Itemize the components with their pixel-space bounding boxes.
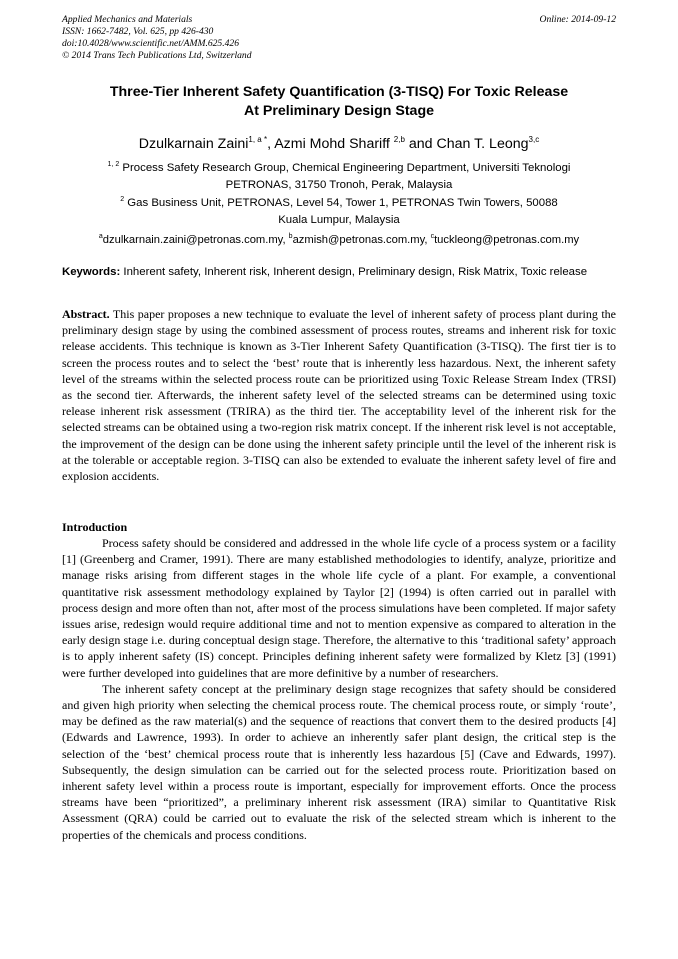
email-c-sup: c: [430, 233, 435, 240]
keywords-text: Inherent safety, Inherent risk, Inherent design, Preliminary design, Risk Matrix, Toxic release: [120, 266, 588, 278]
introduction-body: [62, 535, 616, 843]
title-line-2: At Preliminary Design Stage: [243, 103, 434, 119]
email-b[interactable]: azmish@petronas.com.my,: [292, 234, 431, 246]
affiliation-2: [62, 192, 616, 228]
email-c[interactable]: tuckleong@petronas.com.my: [434, 234, 580, 246]
abstract-text: This paper proposes a new technique to evaluate the level of inherent safety of process plant during the preliminary design stage by using the combined assessment of process routes, streams and inherent risk for toxic release accidents. This technique is known as 3-Tier Inherent Safety Quantification (3-TISQ). The first tier is to screen the process routes and to select the ‘best’ route that is inherently less hazardous. Next, the inherent safety level of the streams within the selected process route can be prioritized using Toxic Release Stream Index (TRSI) as the second tier. Afterwards, the inherent safety level of the selected streams can be determined using toxic release inherent risk assessment (TRIRA) as the third tier. The acceptability level of the inherent risk for the selected streams can be obtained using a two-region risk matrix concept. If the inherent risk level is not acceptable, the improvement of the design can be done using the inherent safety principle until the level of the inherent risk is at the tolerable or acceptable region. 3-TISQ can also be extended to evaluate the inherent safety level of fire and explosion accidents.: [62, 307, 616, 484]
author-1-sup: 1, a *: [248, 135, 268, 144]
email-a-sup: a: [98, 233, 103, 240]
affiliation-2-line-1: Gas Business Unit, PETRONAS, Level 54, Tower 1, PETRONAS Twin Towers, 50088: [124, 197, 558, 209]
journal-header: [62, 14, 252, 62]
introduction-heading: Introduction: [62, 520, 128, 534]
email-b-sup: b: [288, 233, 293, 240]
affiliation-2-sup: 2: [120, 196, 125, 203]
paper-title: [62, 83, 616, 121]
email-a[interactable]: dzulkarnain.zaini@petronas.com.my,: [102, 234, 289, 246]
author-2-sup: 2,b: [393, 135, 405, 144]
affiliation-2-line-2: Kuala Lumpur, Malaysia: [278, 213, 400, 226]
author-1-name: Dzulkarnain Zaini: [138, 136, 249, 152]
author-sep-1: , Azmi Mohd Shariff: [267, 136, 394, 152]
abstract-label: Abstract.: [62, 307, 110, 321]
introduction-paragraph-1: Process safety should be considered and addressed in the whole life cycle of a process system or a facility [1] (Greenberg and Cramer, 1991). There are many established methodologies to identify, analyze, prioritize and manage risks arising from different stages in the whole life cycle of a plant. For example, a conventional quantitative risk assessment methodology explained by Taylor [2] (1994) is often carried out in parallel with process design and more often than not, after most of the process simulations have been completed. If major safety issues arise, redesign would require additional time and not to mention expensive as compared to alteration in the early design stage i.e. during conceptual design stage. Therefore, the alternative to this ‘traditional safety’ approach is to apply inherent safety (IS) concept. Principles defining inherent safety were formalized by Kletz [3] (1991) were further developed into guidelines that are more definitive by a number of researchers.: [62, 536, 616, 680]
affiliation-1-line-2: PETRONAS, 31750 Tronoh, Perak, Malaysia: [225, 178, 453, 191]
affiliation-1: [62, 157, 616, 193]
journal-issn: ISSN: 1662-7482, Vol. 625, pp 426-430: [62, 26, 214, 37]
author-3-sup: 3,c: [528, 135, 540, 144]
keywords-label: Keywords:: [62, 266, 121, 278]
author-sep-2: and Chan T. Leong: [404, 136, 529, 152]
online-date: Online: 2014-09-12: [539, 14, 616, 25]
affiliation-1-sup: 1, 2: [107, 161, 120, 168]
author-emails: [62, 230, 616, 247]
introduction-paragraph-2: The inherent safety concept at the preliminary design stage recognizes that safety should be considered and given high priority when selecting the chemical process route. The chemical process route, or simply ‘route’, may be defined as the raw material(s) and the sequence of reactions that convert them to the desired products [4] (Edwards and Lawrence, 1993). In order to achieve an inherently safer plant design, the critical step is the selection of the ‘best’ chemical process route that is inherently less hazardous [5] (Cave and Edwards, 1997). Subsequently, the design simulation can be carried out for the selected process route. Prioritization based on inherent safety level within a process route is important, especially for improvement efforts. Once the process streams have been “prioritized”, a preliminary inherent risk assessment (IRA) similar to Quantitative Risk Assessment (QRA) could be carried out to evaluate the risk of the selected stream which is inherent to the properties of the chemicals and process conditions.: [62, 681, 616, 842]
abstract: [62, 306, 616, 484]
affiliation-1-line-1: Process Safety Research Group, Chemical Engineering Department, Universiti Teknologi: [119, 162, 571, 174]
journal-name: Applied Mechanics and Materials: [62, 14, 193, 25]
title-line-1: Three-Tier Inherent Safety Quantification (3-TISQ) For Toxic Release: [109, 84, 569, 100]
journal-copyright: © 2014 Trans Tech Publications Ltd, Switzerland: [62, 50, 252, 61]
keywords: [62, 264, 616, 280]
author-list: [62, 131, 616, 153]
journal-doi: doi:10.4028/www.scientific.net/AMM.625.426: [62, 38, 240, 49]
